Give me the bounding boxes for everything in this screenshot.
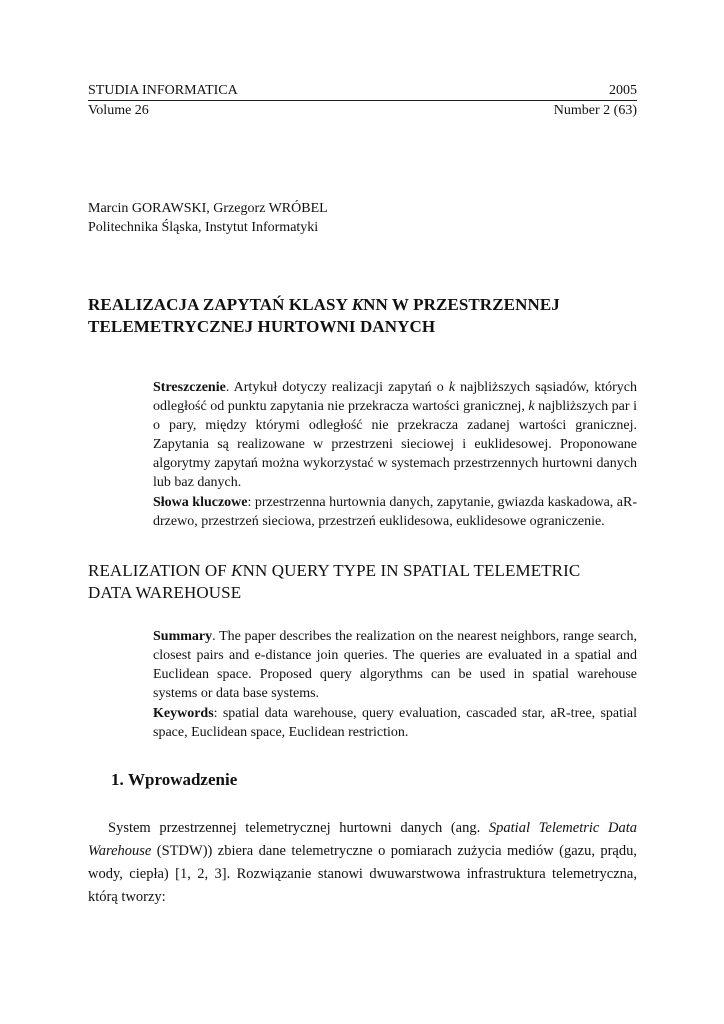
- keywords-pl: Słowa kluczowe: przestrzenna hurtownia danych, zapytanie, gwiazda kaskadowa, aR-drzewo, przestrzeń sieciowa, przestrzeń euklidesowa, euklidesowe ograniczenie.: [153, 495, 638, 529]
- title-pl-line1: REALIZACJA ZAPYTAŃ KLASY KNN W PRZESTRZENNEJ: [88, 295, 560, 314]
- journal-number: Number 2 (63): [553, 103, 637, 118]
- author-affiliation: Politechnika Śląska, Instytut Informatyki: [88, 220, 319, 235]
- author-names: Marcin GORAWSKI, Grzegorz WRÓBEL: [88, 201, 328, 216]
- abstract-pl-text: Streszczenie. Artykuł dotyczy realizacji zapytań o k najbliższych sąsiadów, których odległość od punktu zapytania nie przekracza wartości granicznej, k najbliższych par i o pary, między którymi odległość nie przekracza zadanej wartości granicznej. Zapytania są realizowane w przestrzeni sieciowej i euklidesowej. Proponowane algorytmy zapytań można wykorzystać w systemach przestrzennych hurtowni danych lub baz danych.: [153, 380, 638, 490]
- title-pl-line2: TELEMETRYCZNEJ HURTOWNI DANYCH: [88, 317, 436, 336]
- abstract-pl: [153, 378, 637, 531]
- abstract-en-text: Summary. The paper describes the realization on the nearest neighbors, range search, closest pairs and e-distance join queries. The queries are evaluated in a spatial and Euclidean space. Proposed query algorythms can be used in spatial warehouse systems or data base systems.: [153, 629, 637, 701]
- keywords-en: Keywords: spatial data warehouse, query evaluation, cascaded star, aR-tree, spatial space, Euclidean space, Euclidean restriction.: [153, 706, 637, 740]
- title-en-line1: REALIZATION OF KNN QUERY TYPE IN SPATIAL TELEMETRIC: [88, 561, 581, 580]
- paper-title-en: [88, 560, 648, 604]
- journal-name: STUDIA INFORMATICA: [88, 83, 238, 98]
- journal-year: 2005: [609, 83, 637, 98]
- intro-paragraph: System przestrzennej telemetrycznej hurtowni danych (ang. Spatial Telemetric Data Warehouse (STDW)) zbiera dane telemetryczne o pomiarach zużycia mediów (gazu, prądu, wody, ciepła) [1, 2, 3]. Rozwiązanie stanowi dwuwarstwowa infrastruktura telemetryczna, którą tworzy:: [88, 820, 637, 905]
- title-en-line2: DATA WAREHOUSE: [88, 583, 242, 602]
- section-title: Wprowadzenie: [128, 770, 238, 789]
- paper-title-pl: [88, 294, 648, 338]
- abstract-en: [153, 627, 637, 742]
- header-rule: [88, 100, 637, 101]
- section-number: 1.: [111, 770, 124, 789]
- journal-volume: Volume 26: [88, 103, 149, 118]
- section-heading: [111, 769, 237, 791]
